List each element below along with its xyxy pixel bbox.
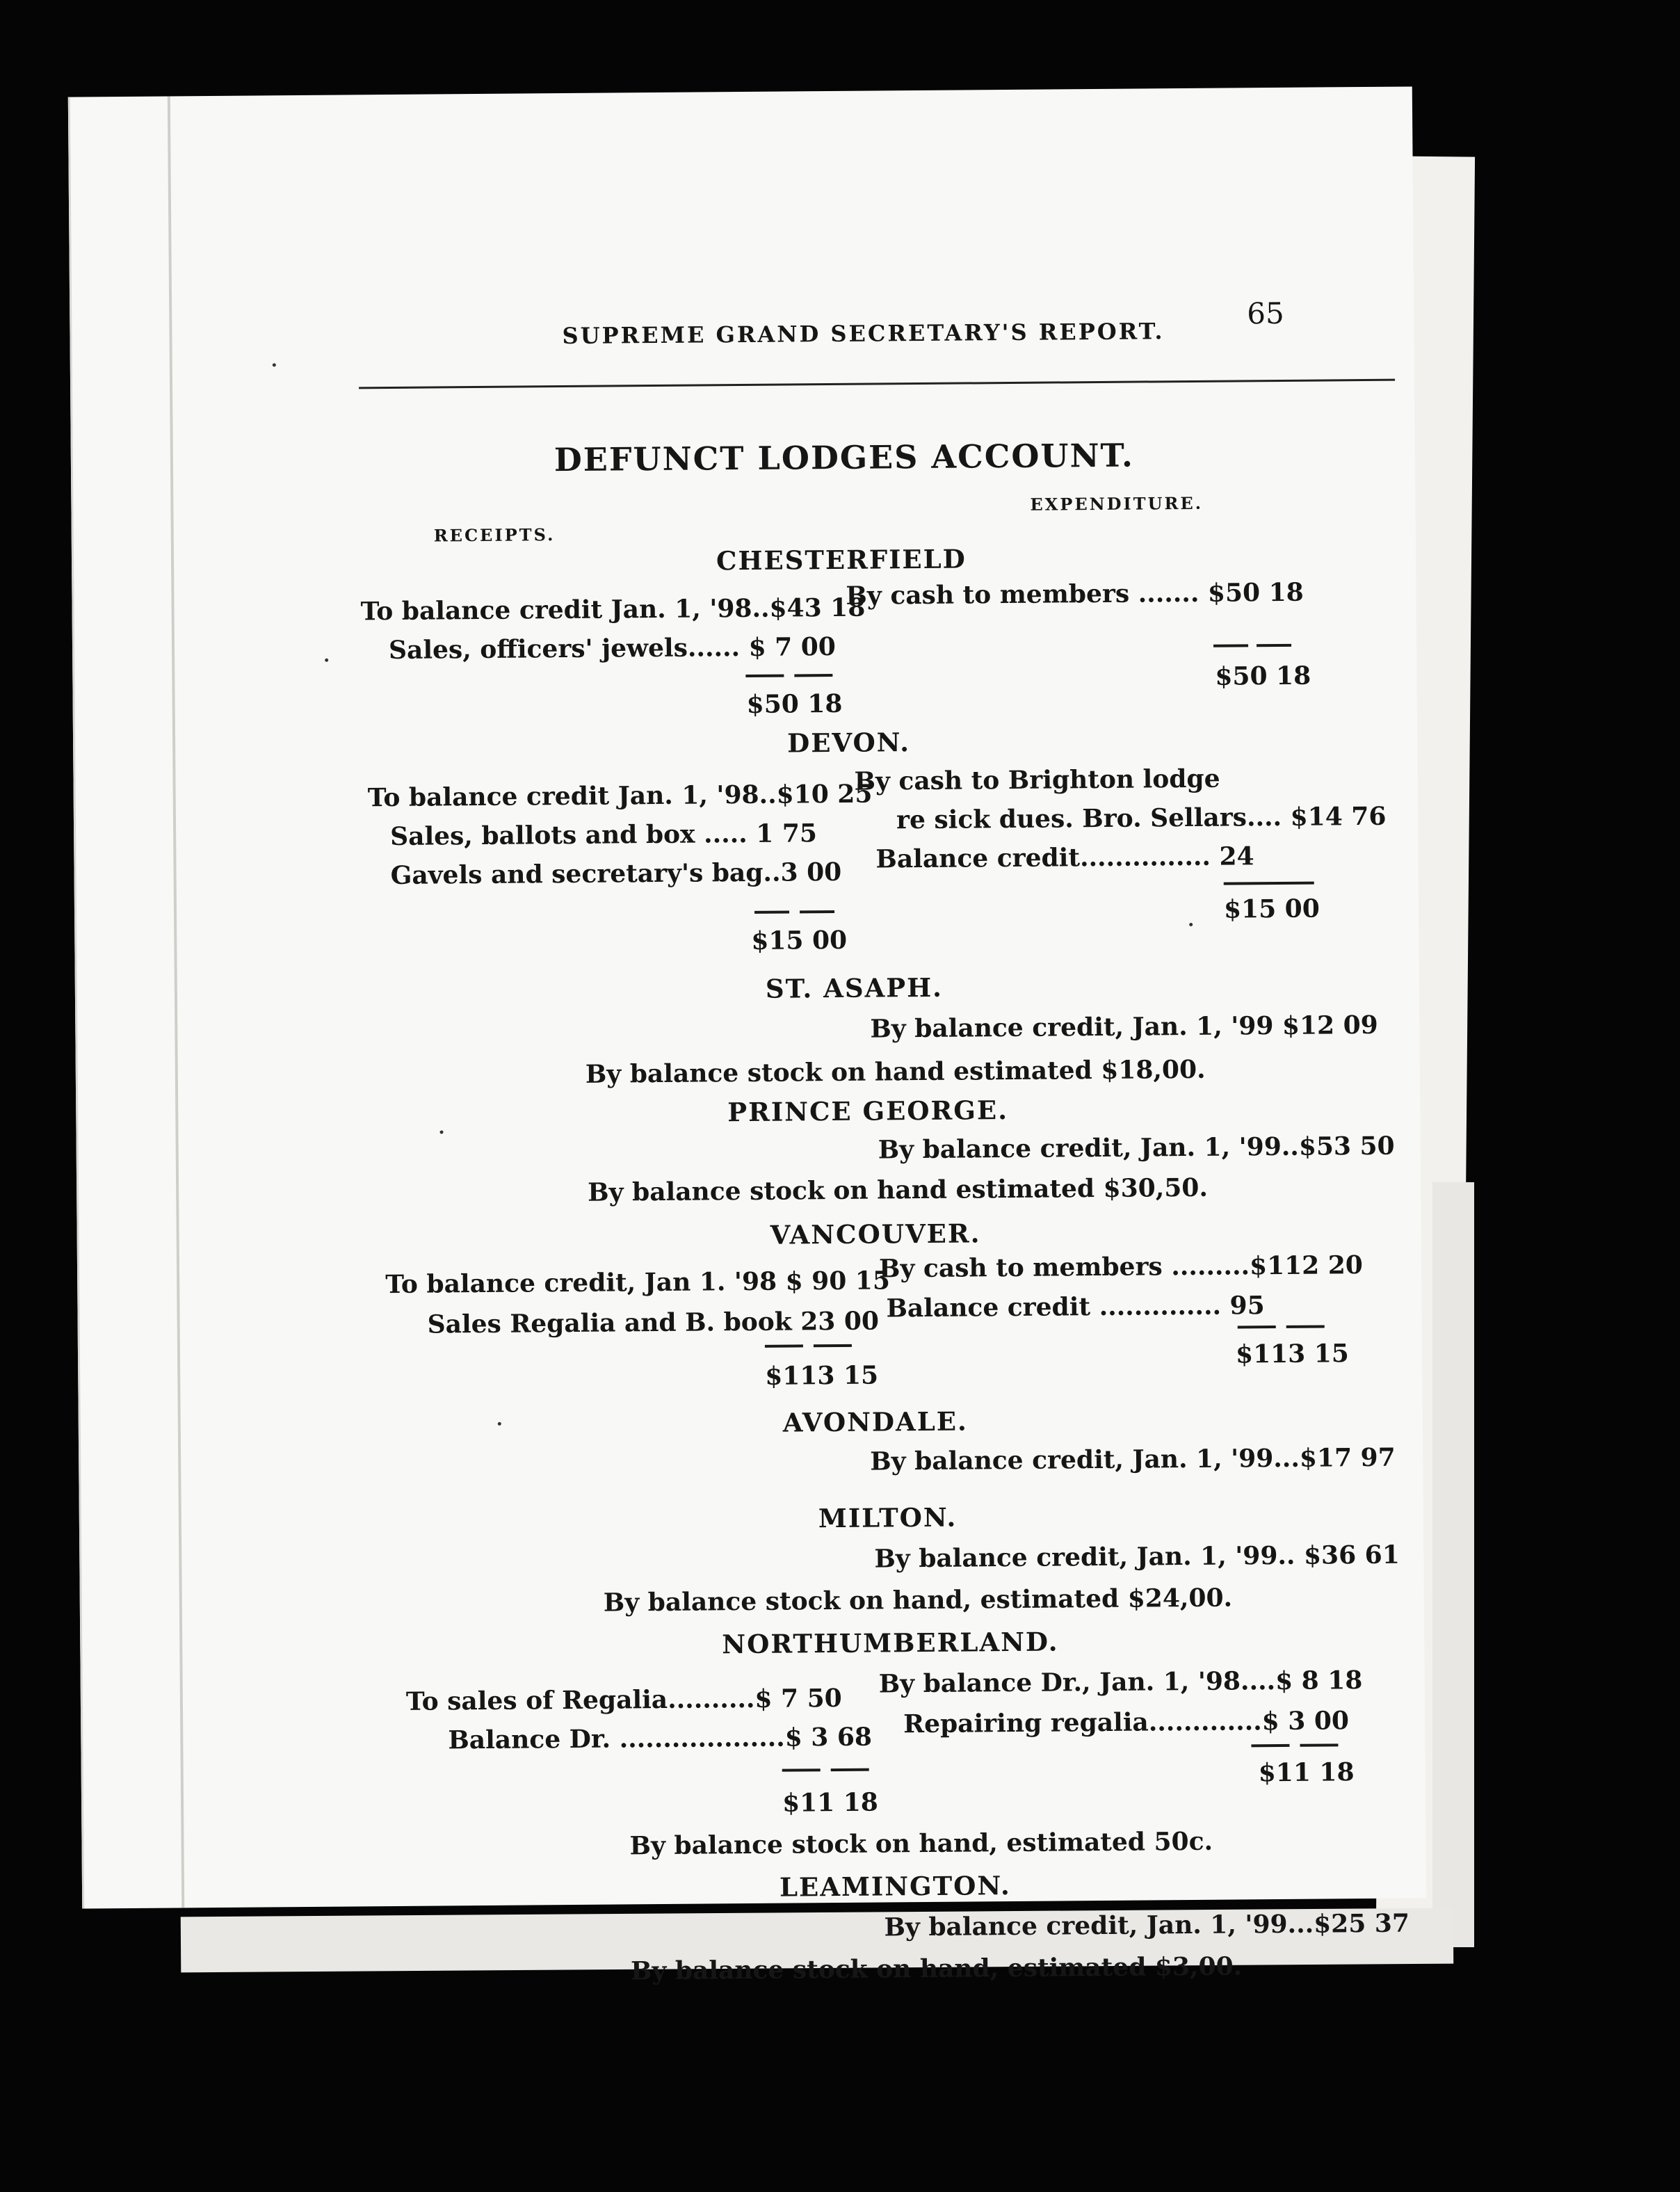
scan-speck — [498, 1422, 501, 1426]
lodge-name-prince-george: PRINCE GEORGE. — [727, 1095, 1009, 1128]
devon-total-receipts: $15 00 — [751, 925, 848, 956]
st-asaph-stock-on-hand: By balance stock on hand estimated $18,00. — [585, 1054, 1206, 1089]
chesterfield-total-expenditure: $50 18 — [1215, 661, 1311, 691]
devon-total-expenditure: $15 00 — [1223, 894, 1320, 924]
underline — [1257, 644, 1291, 647]
underline — [1238, 1325, 1276, 1328]
vancouver-expenditure-1: By cash to members .........$112 20 — [878, 1250, 1364, 1284]
northumberland-receipt-2: Balance Dr. ...................$ 3 68 — [448, 1722, 873, 1755]
underline — [794, 674, 832, 677]
underline — [831, 1768, 869, 1771]
chesterfield-receipt-1: To balance credit Jan. 1, '98..$43 18 — [360, 593, 866, 627]
leamington-stock-on-hand: By balance stock on hand, estimated $3,00. — [630, 1951, 1243, 1986]
chesterfield-total-receipts: $50 18 — [746, 688, 843, 719]
lodge-name-milton: MILTON. — [818, 1501, 958, 1534]
lodge-name-avondale: AVONDALE. — [782, 1405, 968, 1438]
milton-balance-credit: By balance credit, Jan. 1, '99.. $36 61 — [874, 1540, 1400, 1574]
scan-speck — [1189, 923, 1193, 926]
scan-speck — [273, 363, 276, 366]
avondale-balance-credit: By balance credit, Jan. 1, '99...$17 97 — [870, 1442, 1396, 1476]
scan-speck — [325, 659, 328, 662]
underline — [765, 1344, 803, 1347]
receipts-column-heading: RECEIPTS. — [433, 524, 556, 546]
devon-receipt-3: Gavels and secretary's bag..3 00 — [390, 857, 842, 891]
underlying-page-edge-lower — [1432, 1182, 1474, 1947]
lodge-name-northumberland: NORTHUMBERLAND. — [722, 1626, 1059, 1660]
devon-receipt-1: To balance credit Jan. 1, '98..$10 25 — [367, 779, 873, 813]
underline — [754, 911, 789, 914]
underline — [814, 1344, 852, 1347]
header-rule — [359, 379, 1395, 389]
scan-speck — [439, 1130, 443, 1134]
northumberland-expenditure-2: Repairing regalia.............$ 3 00 — [903, 1706, 1350, 1739]
leamington-balance-credit: By balance credit, Jan. 1, '99...$25 37 — [884, 1908, 1410, 1942]
underline — [1224, 882, 1314, 885]
devon-expenditure-2: re sick dues. Bro. Sellars.... $14 76 — [896, 801, 1387, 835]
expenditure-column-heading: EXPENDITURE. — [1030, 492, 1204, 515]
vancouver-receipt-2: Sales Regalia and B. book 23 00 — [427, 1306, 880, 1339]
devon-expenditure-3: Balance credit............... 24 — [875, 841, 1254, 874]
underline — [745, 675, 784, 677]
underline — [800, 910, 834, 913]
milton-stock-on-hand: By balance stock on hand, estimated $24,00. — [603, 1583, 1233, 1618]
lodge-name-vancouver: VANCOUVER. — [770, 1218, 981, 1250]
underline — [1300, 1743, 1338, 1746]
document-page — [68, 86, 1426, 1986]
northumberland-total-expenditure: $11 18 — [1258, 1757, 1355, 1788]
northumberland-total-receipts: $11 18 — [782, 1787, 879, 1818]
prince-george-balance-credit: By balance credit, Jan. 1, '99..$53 50 — [878, 1131, 1395, 1165]
northumberland-expenditure-1: By balance Dr., Jan. 1, '98....$ 8 18 — [878, 1666, 1363, 1699]
lodge-name-chesterfield: CHESTERFIELD — [716, 543, 967, 577]
running-title: SUPREME GRAND SECRETARY'S REPORT. — [562, 318, 1165, 350]
prince-george-stock-on-hand: By balance stock on hand estimated $30,50. — [588, 1172, 1209, 1207]
page-number: 65 — [1247, 296, 1284, 331]
underline — [1286, 1325, 1325, 1328]
page-title: DEFUNCT LODGES ACCOUNT. — [554, 436, 1135, 479]
vancouver-receipt-1: To balance credit, Jan 1. '98 $ 90 15 — [385, 1266, 891, 1300]
vancouver-total-expenditure: $113 15 — [1235, 1339, 1350, 1369]
chesterfield-receipt-2: Sales, officers' jewels...... $ 7 00 — [388, 631, 837, 666]
devon-receipt-2: Sales, ballots and box ..... 1 75 — [390, 819, 818, 852]
northumberland-stock-on-hand: By balance stock on hand, estimated 50c. — [629, 1826, 1213, 1861]
chesterfield-expenditure-1: By cash to members ....... $50 18 — [846, 577, 1304, 611]
lodge-name-leamington: LEAMINGTON. — [779, 1870, 1011, 1903]
lodge-name-devon: DEVON. — [786, 727, 911, 759]
underline — [782, 1768, 821, 1771]
underline — [1213, 644, 1248, 647]
underline — [1251, 1744, 1289, 1747]
lodge-name-st-asaph: ST. ASAPH. — [765, 972, 944, 1004]
vancouver-expenditure-2: Balance credit .............. 95 — [886, 1291, 1265, 1323]
devon-expenditure-1: By cash to Brighton lodge — [854, 764, 1220, 796]
page-fold-line — [168, 96, 184, 1908]
st-asaph-balance-credit: By balance credit, Jan. 1, '99 $12 09 — [870, 1010, 1378, 1044]
vancouver-total-receipts: $113 15 — [765, 1360, 879, 1391]
northumberland-receipt-1: To sales of Regalia..........$ 7 50 — [405, 1683, 842, 1716]
